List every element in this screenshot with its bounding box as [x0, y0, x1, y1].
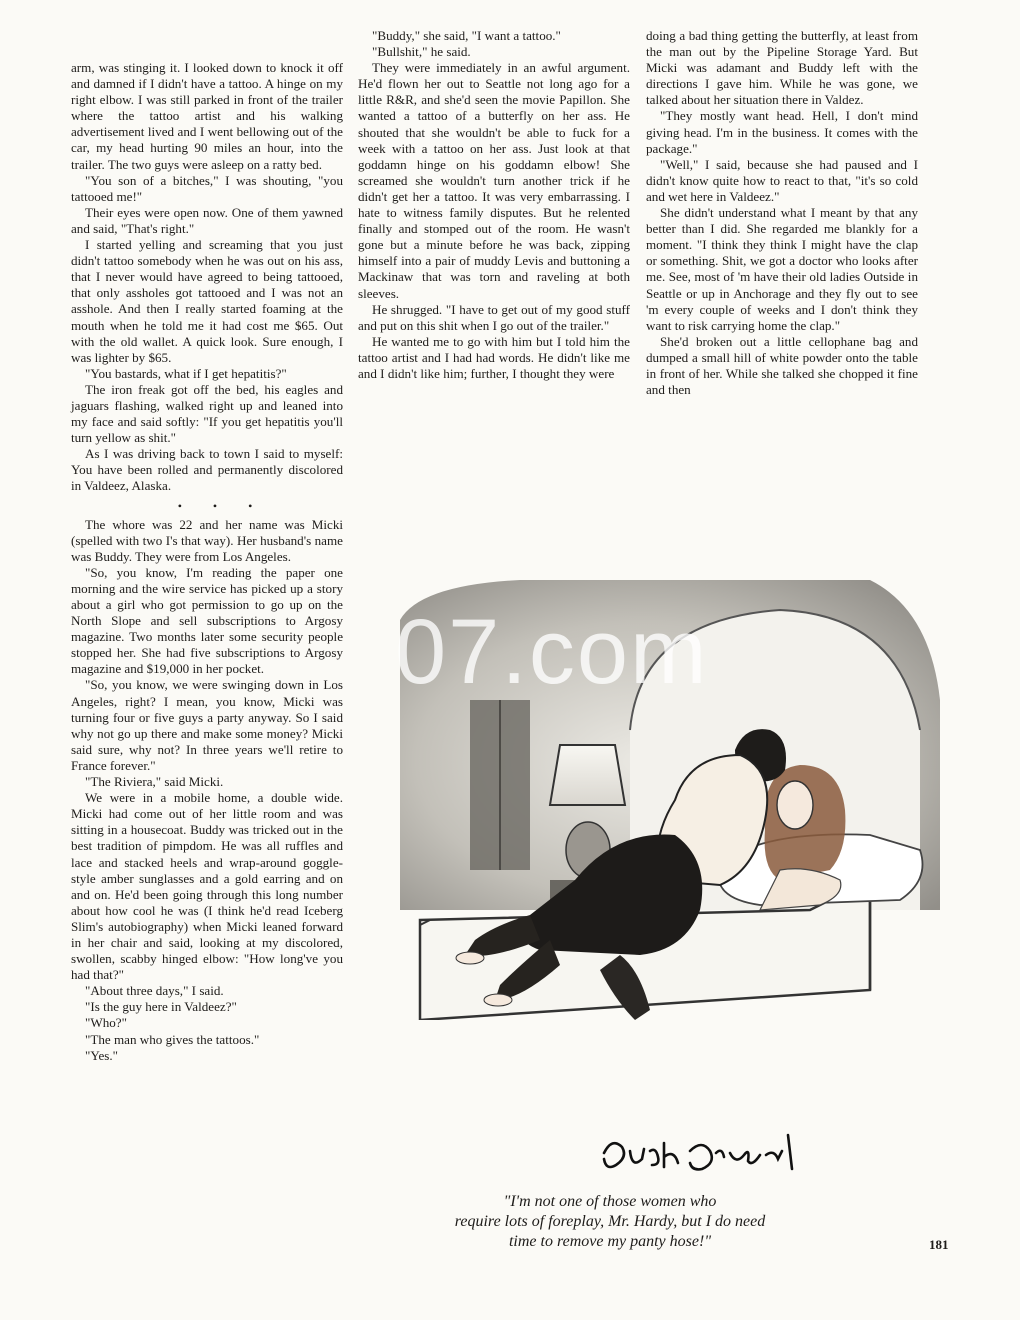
paragraph: arm, was stinging it. I looked down to knock it off and damned if I didn't have a tattoo. A hinge on my right elbow. I was still parked in front of the trailer where the tattoo artist and his walking advertisement lived and I went bellowing out of the car, my head hurting 90 miles an hour, into the trailer. The two guys were asleep on a ratty bed. — [71, 60, 343, 172]
paragraph: "Buddy," she said, "I want a tattoo." — [372, 28, 561, 43]
paragraph: The whore was 22 and her name was Micki (spelled with two I's that way). Her husband's name was Buddy. They were from Los Angeles. — [71, 516, 343, 564]
watermark: 07.com — [395, 601, 709, 703]
paragraph: I started yelling and screaming that you just didn't tattoo somebody when he was out on his ass, that I never would have agreed to being tattooed, that only assholes got tattooed and I was not an asshole. And then I really started foaming at the mouth when he told me it had cost me $65. Out with the old wallet. A quick look. Sure enough, I was lighter by $65. — [71, 237, 343, 365]
section-break: • • • — [177, 498, 267, 513]
paragraph: "Well," I said, because she had paused and I didn't know quite how to react to that, "it's so cold and wet here in Valdeez." — [646, 156, 918, 204]
paragraph: She'd broken out a little cellophane bag and dumped a small hill of white powder onto the table in front of her. While she talked she chopped it fine and then — [646, 333, 918, 398]
paragraph: doing a bad thing getting the butterfly, at least from the man out by the Pipeline Storage Yard. But Micki was adamant and Buddy left with the directions I gave him. While he was gone, we talked about her situation there in Valdez. — [646, 28, 918, 108]
article-column-3 — [646, 28, 918, 398]
paragraph: He wanted me to go with him but I told him the tattoo artist and I had had words. He didn't like me and I didn't like him; further, I thought they were — [358, 333, 630, 381]
paragraph: "Is the guy here in Valdeez?" — [85, 999, 237, 1015]
paragraph: "You son of a bitches," I was shouting, "you tattooed me!" — [71, 172, 343, 204]
paragraph: We were in a mobile home, a double wide. Micki had come out of her little room and was sitting in a housecoat. Buddy was tricked out in the best tradition of pimpdom. He was all ruffles and lace and stacked heels and wrap-around goggle-style amber sunglasses and a gold earring and on and on. He'd been going through this long number about how cool he was (I think he'd read Iceberg Slim's autobiography) when Micki leaned forward in her chair and said, looking at my discolored, swollen, scabby hinged elbow: "How long've you had that?" — [71, 790, 343, 983]
paragraph: "About three days," I said. — [85, 983, 224, 999]
article-column-1 — [71, 60, 343, 1064]
article-column-2 — [358, 28, 630, 382]
paragraph: "So, you know, we were swinging down in Los Angeles, right? I mean, you know, Micki was turning four or five guys a party anyway. So I said why not go up there and make some money? Micki said sure, why not? In three years we'll retire to France forever." — [71, 677, 343, 773]
caption-line: require lots of foreplay, Mr. Hardy, but I do need — [454, 1213, 766, 1230]
paragraph: As I was driving back to town I said to myself: You have been rolled and permanently discolored in Valdeez, Alaska. — [71, 446, 343, 494]
artist-signature — [598, 1125, 828, 1183]
paragraph: "Who?" — [85, 1015, 127, 1031]
paragraph: "So, you know, I'm reading the paper one morning and the wire service has picked up a story about a girl who got permission to go up on the North Slope and sell subscriptions to Argosy magazine. Two months later some security people stopped her. She had five subscriptions to Argosy magazine and $19,000 in her pocket. — [71, 564, 343, 677]
paragraph: "The man who gives the tattoos." — [85, 1031, 260, 1047]
paragraph: "The Riviera," said Micki. — [85, 774, 224, 790]
caption-line: "I'm not one of those women who — [503, 1193, 717, 1210]
caption-line: time to remove my panty hose!" — [508, 1233, 712, 1250]
paragraph: She didn't understand what I meant by that any better than I did. She regarded me blankly for a moment. "I think they think I might have the clap or something. Shit, we got a doctor who looks after me. See, most of 'm have their old ladies Outside in Seattle or up in Anchorage and they fly out to see 'm every couple of weeks and I don't think they want to risk carrying home the clap." — [646, 205, 918, 333]
paragraph: The iron freak got off the bed, his eagles and jaguars flashing, walked right up and leaned into my face and said softly: "If you get hepatitis you'll turn yellow as shit." — [71, 381, 343, 446]
page-number: 181 — [929, 1237, 949, 1252]
paragraph: "You bastards, what if I get hepatitis?" — [85, 365, 287, 381]
paragraph: "Bullshit," he said. — [372, 44, 471, 60]
paragraph: Their eyes were open now. One of them yawned and said, "That's right." — [71, 204, 343, 236]
paragraph: He shrugged. "I have to get out of my good stuff and put on this shit when I go out of the trailer." — [358, 301, 630, 333]
paragraph: They were immediately in an awful argument. He'd flown her out to Seattle not long ago for a little R&R, and she'd seen the movie Papillon. She wanted a tattoo of a butterfly on her ass. He shouted that she wouldn't be able to fuck for a week with a tattoo on her ass. Just look at that goddamn hinge on his goddamn elbow! She screamed she wouldn't turn another trick if he didn't get her a tattoo. It was very embarrassing. I hate to witness family disputes. But he relented finally and stomped out of the room. He wasn't gone but a minute before he was back, zipping himself into a pair of muddy Levis and buttoning a Mackinaw that was torn and raveling at both sleeves. — [358, 60, 630, 301]
paragraph: "They mostly want head. Hell, I don't mind giving head. I'm in the business. It comes with the package." — [646, 108, 918, 156]
paragraph: "Yes." — [85, 1047, 119, 1063]
cartoon-caption — [400, 1192, 820, 1252]
